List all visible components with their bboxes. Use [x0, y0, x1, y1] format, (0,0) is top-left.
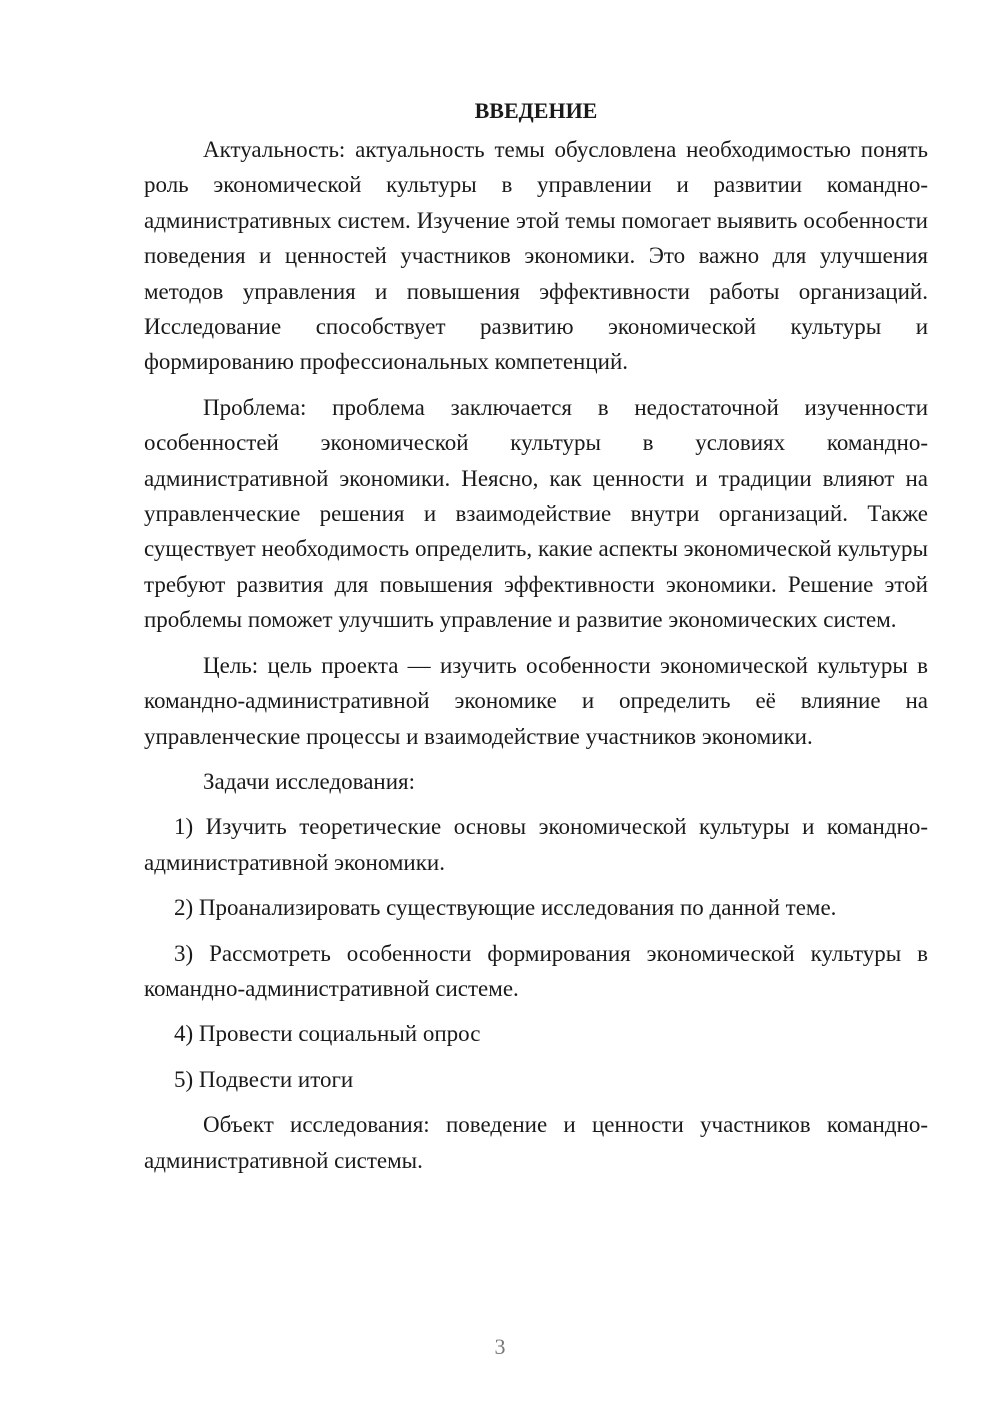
task-item: 4) Провести социальный опрос	[174, 1021, 481, 1047]
document-title: ВВЕДЕНИЕ	[474, 98, 598, 123]
tasks-list	[144, 809, 928, 1097]
task-item: 1) Изучить теоретические основы экономической культуры и командно-административной экономики.	[144, 814, 928, 875]
task-item: 3) Рассмотреть особенности формирования экономической культуры в командно-административной системе.	[144, 940, 928, 1001]
tasks-heading: Задачи исследования:	[203, 768, 416, 794]
document-page	[144, 96, 928, 1188]
problem-paragraph: Проблема: проблема заключается в недостаточной изученности особенностей экономической культуры в условиях командно-административной экономики. Неясно, как ценности и традиции влияют на управленческие решения и взаимодействие внутри организаций. Также существует необходимость определить, какие аспекты экономической культуры требуют развития для повышения эффективности экономики. Решение этой проблемы поможет улучшить управление и развитие экономических систем.	[144, 394, 928, 633]
task-item: 5) Подвести итоги	[174, 1066, 354, 1092]
task-item: 2) Проанализировать существующие исследования по данной теме.	[174, 895, 837, 921]
object-paragraph: Объект исследования: поведение и ценности участников командно-административной системы.	[144, 1112, 928, 1173]
goal-paragraph: Цель: цель проекта — изучить особенности экономической культуры в командно-административной экономике и определить её влияние на управленческие процессы и взаимодействие участников экономики.	[144, 652, 928, 749]
page-number: 3	[494, 1334, 506, 1359]
relevance-paragraph: Актуальность: актуальность темы обусловлена необходимостью понять роль экономической культуры в управлении и развитии командно-административных систем. Изучение этой темы помогает выявить особенности поведения и ценностей участников экономики. Это важно для улучшения методов управления и повышения эффективности работы организаций. Исследование способствует развитию экономической культуры и формированию профессиональных компетенций.	[144, 137, 928, 375]
